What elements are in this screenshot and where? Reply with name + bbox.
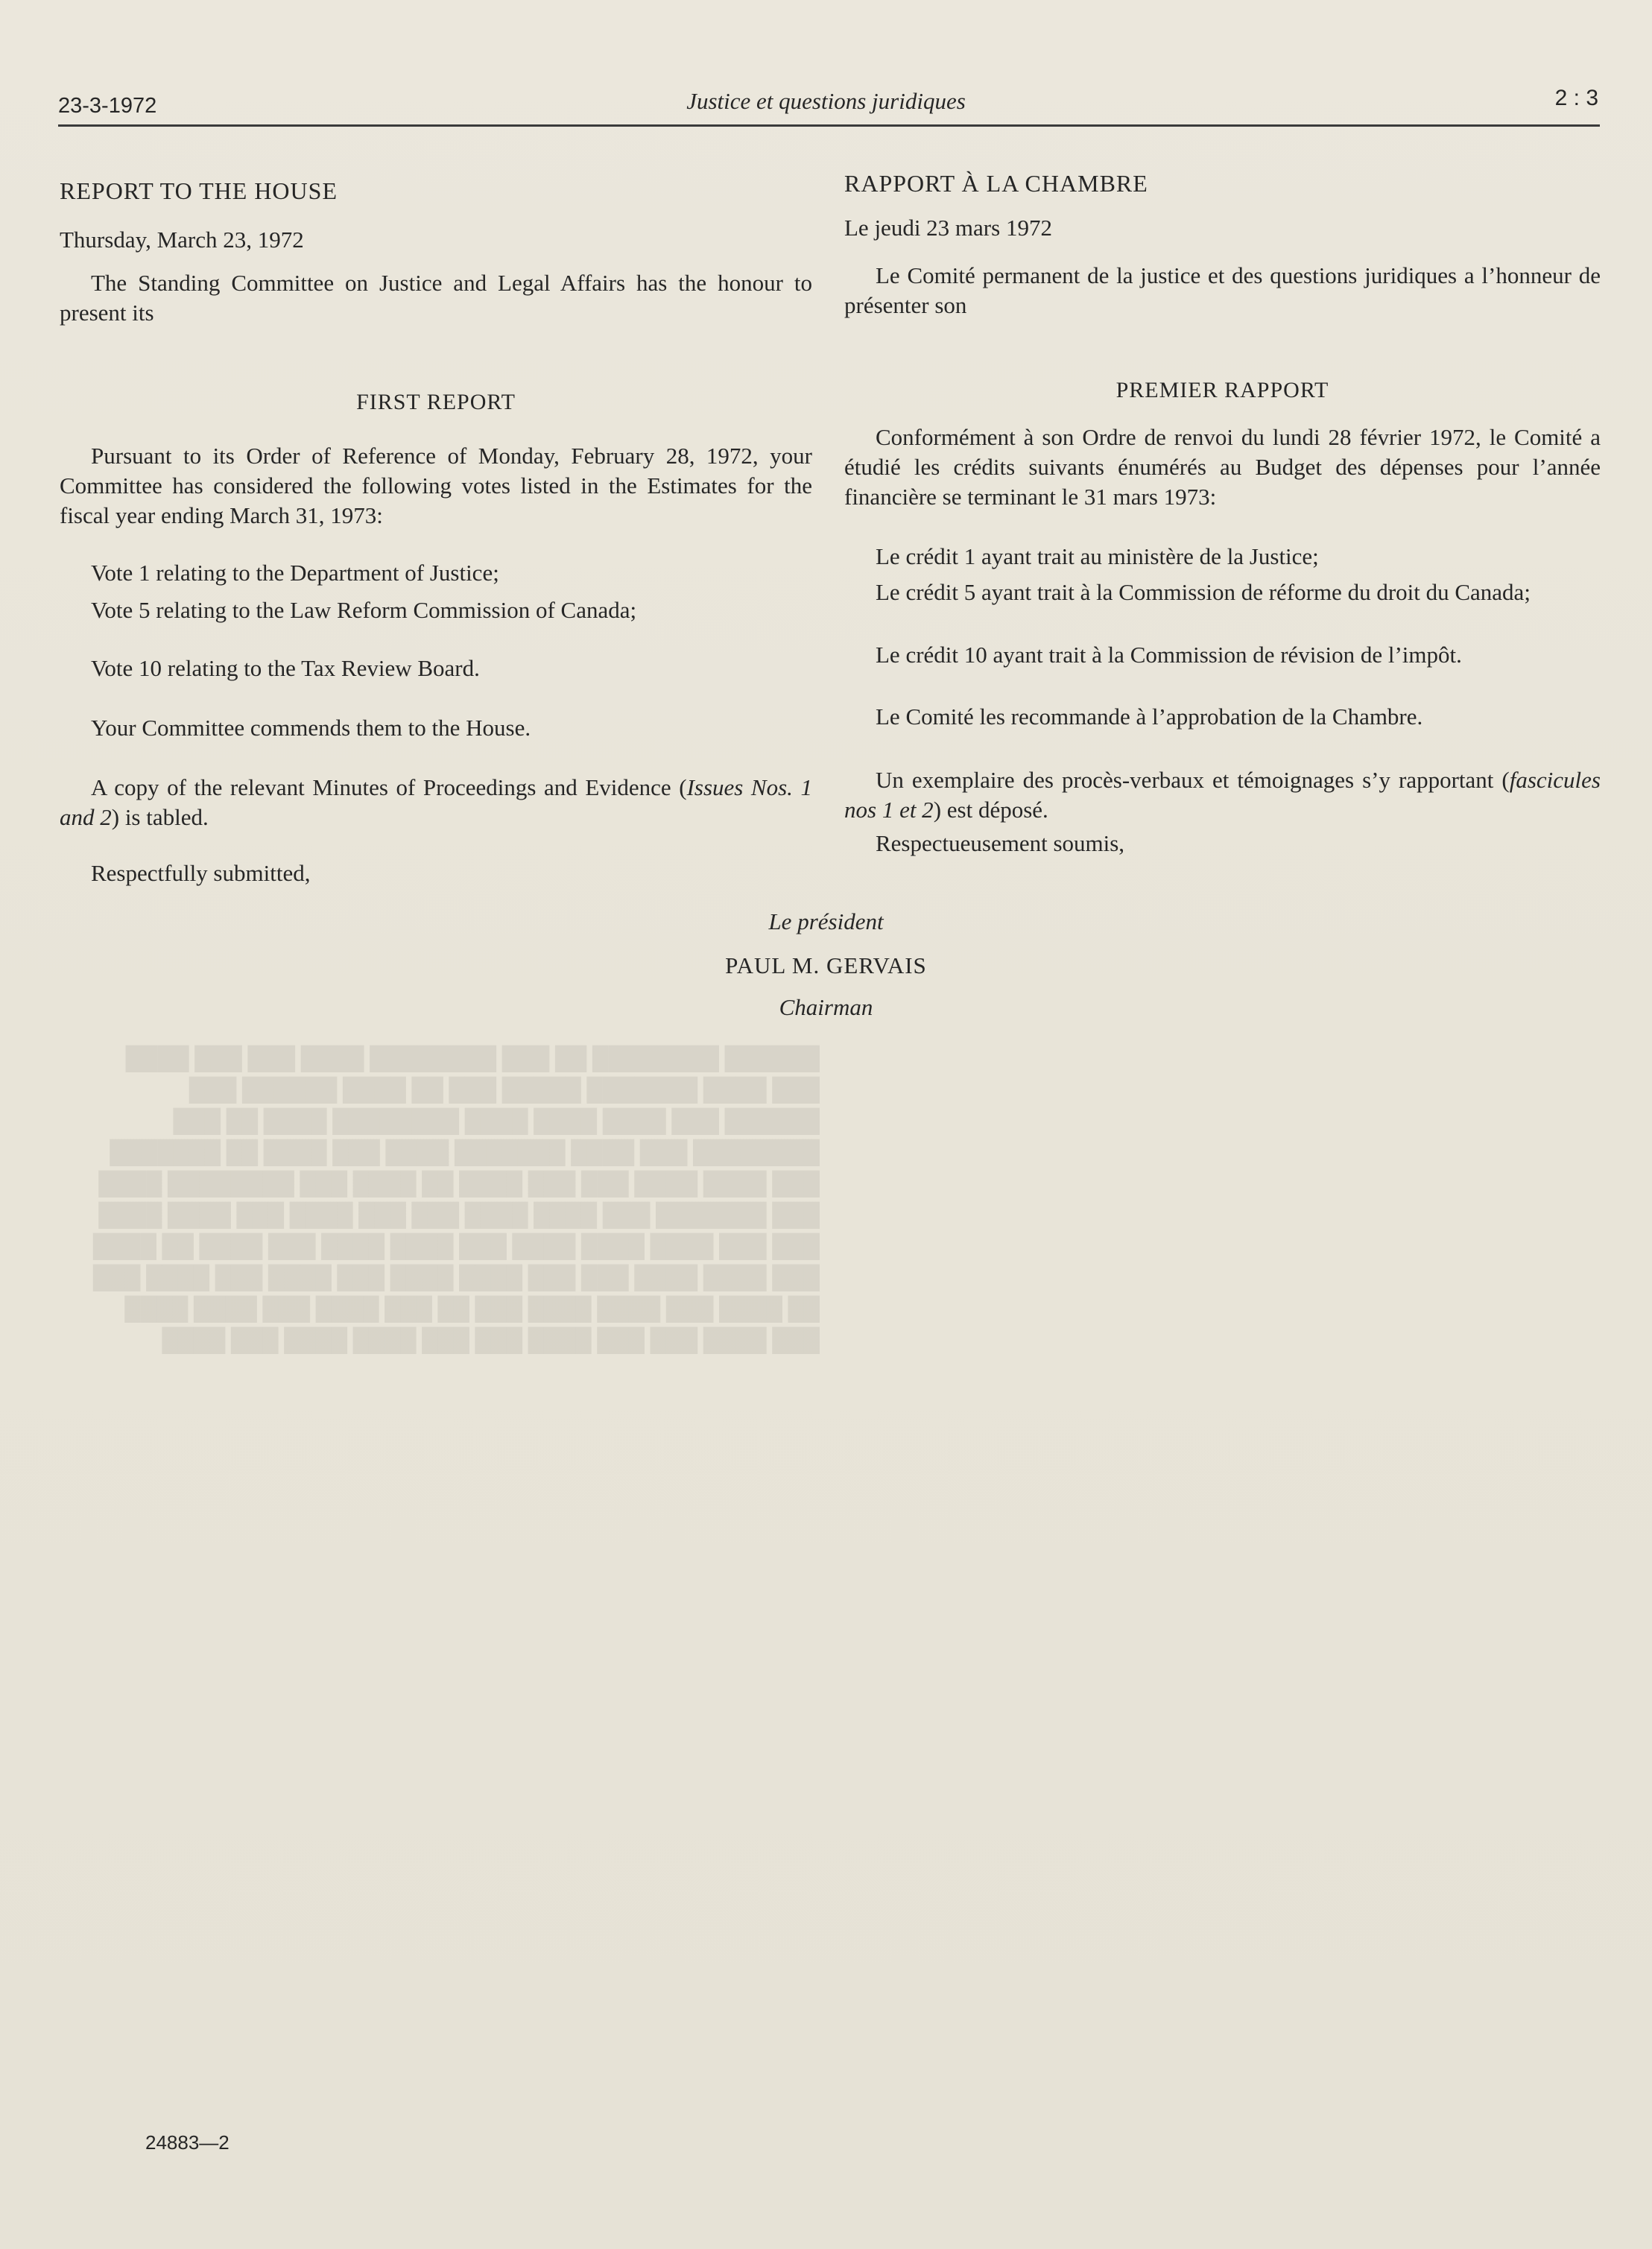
signature-title-en: Chairman	[779, 994, 873, 1020]
signature-title-fr: Le président	[768, 908, 884, 934]
vote-5: Vote 5 relating to the Law Reform Commission of Canada;	[91, 597, 637, 623]
rapport-copy-start: Un exemplaire des procès-verbaux et témoignages s’y rapportant (	[876, 767, 1510, 793]
vote-1: Vote 1 relating to the Department of Justice;	[91, 560, 499, 586]
copy-issues: Issues Nos. 1 and 2	[60, 774, 812, 830]
footer-code: 24883—2	[145, 2131, 230, 2154]
credit-5: Le crédit 5 ayant trait à la Commission de réforme du droit du Canada;	[876, 579, 1531, 605]
report-date: Thursday, March 23, 1972	[60, 227, 304, 253]
header-date: 23-3-1972	[58, 94, 157, 118]
report-title: FIRST REPORT	[356, 390, 516, 414]
credit-10: Le crédit 10 ayant trait à la Commission de révision de l’impôt.	[876, 642, 1462, 668]
header-page-number: 2 : 3	[1554, 86, 1598, 110]
rapport-order-paragraph: Conformément à son Ordre de renvoi du lundi 28 février 1972, le Comité a étudié les crédits suivants énumérés au Budget des dépenses pour l’année financière se terminant le 31 mars 1973:	[844, 424, 1601, 510]
copy-paragraph	[60, 773, 812, 832]
closing: Respectfully submitted,	[91, 860, 311, 886]
rapport-commends: Le Comité les recommande à l’approbation de la Chambre.	[876, 703, 1423, 730]
bleed-through-texture: ██████ ████████ ██ ███ ████████ ████ ███ ███ ████ ███ ████ ███████ █████ ███ ██ ████ ██████ ███ ██████ ███ ████ ████ ████ ████████ ████ ██ ███ ████████ ███ ████ ███████ ████ ███ ████ ██ ███████ ███ ████ ████ ███ ███ ████ ██ ████ ███ ████████ ████ ███ ███████ ███ ████ ████ ███ ███ ████ ███ ████ ████ ███ ███ ████ ████ ████ ███ ████ ████ ███ ████ ██ ████ ███ ████ ████ ███ ███ ████ ████ ███ ████ ███ ████ ███ ██ ████ ███ ████ ████ ███ ██ ███ ████ ███ ████ ████ ███ ████ ███ ███ ████ ███ ███ ████ ████ ███ ████	[92, 1046, 820, 1353]
rapport-copy-end: ) est déposé.	[933, 797, 1048, 823]
rapport-copy-issues: fascicules nos 1 et 2	[844, 767, 1601, 823]
rapport-copy-paragraph	[844, 765, 1601, 825]
rapport-intro: Le Comité permanent de la justice et des questions juridiques a l’honneur de présenter son	[844, 262, 1601, 318]
rapport-date: Le jeudi 23 mars 1972	[844, 215, 1052, 241]
vote-10: Vote 10 relating to the Tax Review Board.	[91, 655, 480, 681]
signature-name: PAUL M. GERVAIS	[725, 952, 927, 978]
rapport-heading: RAPPORT À LA CHAMBRE	[844, 170, 1148, 197]
report-heading: REPORT TO THE HOUSE	[60, 177, 338, 204]
rapport-closing: Respectueusement soumis,	[876, 830, 1125, 856]
intro-paragraph: The Standing Committee on Justice and Legal Affairs has the honour to present its	[60, 270, 812, 326]
header-title: Justice et questions juridiques	[686, 88, 966, 114]
copy-text-start: A copy of the relevant Minutes of Proceedings and Evidence (	[91, 774, 687, 800]
commends-paragraph: Your Committee commends them to the House.	[91, 715, 531, 741]
credit-1: Le crédit 1 ayant trait au ministère de la Justice;	[876, 543, 1319, 569]
rapport-title: PREMIER RAPPORT	[1115, 378, 1329, 402]
order-paragraph: Pursuant to its Order of Reference of Monday, February 28, 1972, your Committee has considered the following votes listed in the Estimates for the fiscal year ending March 31, 1973:	[60, 443, 812, 528]
copy-text-end: ) is tabled.	[111, 804, 209, 830]
header-rule	[58, 124, 1600, 127]
